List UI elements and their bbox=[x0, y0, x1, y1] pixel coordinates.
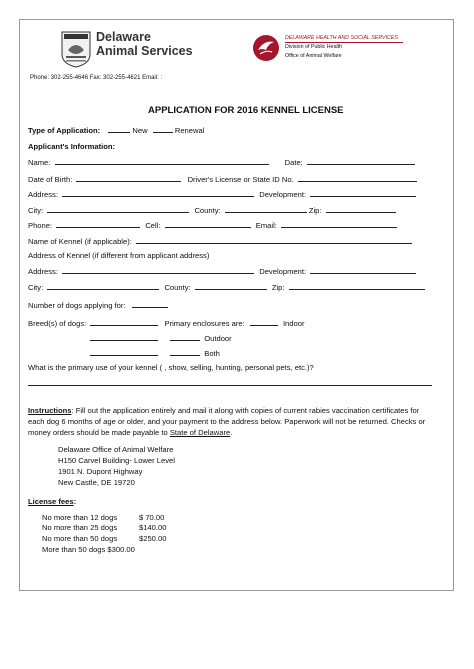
kennel-city-field[interactable] bbox=[47, 282, 159, 290]
breed-field-3[interactable] bbox=[90, 348, 158, 356]
development-field[interactable] bbox=[310, 189, 416, 197]
kennel-city-row bbox=[28, 282, 425, 292]
kennel-name-field[interactable] bbox=[136, 236, 412, 244]
email-field[interactable] bbox=[281, 220, 397, 228]
dogs-count-row bbox=[28, 300, 168, 310]
mail-address-line1: Delaware Office of Animal Welfare bbox=[58, 445, 174, 454]
type-of-application-row bbox=[28, 125, 204, 135]
phone-label: Phone: bbox=[28, 221, 53, 230]
renewal-checkbox-line[interactable] bbox=[153, 125, 173, 133]
fees-heading-colon: : bbox=[73, 497, 77, 506]
instructions-label: Instructions bbox=[28, 406, 72, 415]
fee-row-2-amount: $140.00 bbox=[139, 523, 167, 532]
dhss-office: Office of Animal Welfare bbox=[285, 53, 342, 59]
instructions-line2: each dog 6 months of age or older, and your payment to the address below. Paperwork will not be returned. Checks or bbox=[28, 417, 426, 426]
name-label: Name: bbox=[28, 158, 51, 167]
kennel-city-label: City: bbox=[28, 283, 44, 292]
kennel-zip-field[interactable] bbox=[289, 282, 425, 290]
form-title: APPLICATION FOR 2016 KENNEL LICENSE bbox=[148, 105, 344, 116]
development-label: Development: bbox=[259, 190, 307, 199]
fee-row-3-amount: $250.00 bbox=[139, 534, 167, 543]
kennel-development-label: Development: bbox=[259, 267, 307, 276]
license-label: Driver's License or State ID No. bbox=[187, 175, 294, 184]
fee-row-3-label: No more than 50 dogs bbox=[42, 534, 118, 543]
phone-field[interactable] bbox=[56, 220, 140, 228]
contact-info: Phone: 302-255-4646 Fax: 302-255-4621 Email: : bbox=[30, 75, 163, 81]
kennel-address-heading: Address of Kennel (if different from applicant address) bbox=[28, 251, 210, 260]
org-name-line1: Delaware bbox=[96, 30, 151, 44]
email-label: Email: bbox=[255, 221, 277, 230]
dogs-count-label: Number of dogs applying for: bbox=[28, 301, 126, 310]
breed-field-2[interactable] bbox=[90, 333, 158, 341]
enclosures-label: Primary enclosures are: bbox=[164, 319, 245, 328]
type-label: Type of Application: bbox=[28, 126, 101, 135]
outdoor-label: Outdoor bbox=[204, 334, 232, 343]
address-label: Address: bbox=[28, 190, 58, 199]
zip-label: Zip: bbox=[308, 206, 322, 215]
fee-row-1-amount: $ 70.00 bbox=[139, 513, 165, 522]
city-label: City: bbox=[28, 206, 44, 215]
city-field[interactable] bbox=[47, 205, 189, 213]
instructions-text-3: money orders should be made payable to bbox=[28, 428, 170, 437]
kennel-county-label: County: bbox=[164, 283, 191, 292]
dhss-division: Division of Public Health bbox=[285, 44, 343, 50]
instructions-line1 bbox=[28, 406, 419, 415]
cell-label: Cell: bbox=[145, 221, 161, 230]
dob-row bbox=[28, 174, 417, 184]
breeds-label: Breed(s) of dogs: bbox=[28, 319, 87, 328]
new-checkbox-line[interactable] bbox=[108, 125, 130, 133]
address-row bbox=[28, 189, 416, 199]
kennel-name-row bbox=[28, 236, 412, 246]
county-field[interactable] bbox=[225, 205, 307, 213]
breed-field-1[interactable] bbox=[90, 318, 158, 326]
instructions-period: . bbox=[230, 428, 233, 437]
breeds-row bbox=[28, 318, 304, 328]
fee-row-1-label: No more than 12 dogs bbox=[42, 513, 118, 522]
primary-use-question: What is the primary use of your kennel ( , show, selling, hunting, personal pets, etc.)? bbox=[28, 363, 314, 372]
address-field[interactable] bbox=[62, 189, 254, 197]
kennel-address-field[interactable] bbox=[62, 266, 254, 274]
dob-field[interactable] bbox=[76, 174, 181, 182]
both-row bbox=[90, 348, 220, 358]
name-field[interactable] bbox=[55, 157, 269, 165]
both-field[interactable] bbox=[170, 348, 200, 356]
mail-address-line2: H150 Carvel Building- Lower Level bbox=[58, 456, 175, 465]
kennel-name-label: Name of Kennel (if applicable): bbox=[28, 237, 132, 246]
date-field[interactable] bbox=[307, 157, 415, 165]
dhss-title: DELAWARE HEALTH AND SOCIAL SERVICES bbox=[285, 35, 398, 41]
date-label: Date: bbox=[284, 158, 303, 167]
instructions-line3 bbox=[28, 428, 232, 437]
kennel-address-label: Address: bbox=[28, 267, 58, 276]
indoor-field[interactable] bbox=[250, 318, 278, 326]
mail-address-line4: New Castle, DE 19720 bbox=[58, 478, 135, 487]
org-name-line2: Animal Services bbox=[96, 44, 193, 58]
outdoor-row bbox=[90, 333, 232, 343]
dhss-logo bbox=[252, 34, 280, 62]
indoor-label: Indoor bbox=[282, 319, 305, 328]
both-label: Both bbox=[204, 349, 220, 358]
phone-row bbox=[28, 220, 397, 230]
primary-use-field[interactable] bbox=[28, 385, 432, 386]
fee-row-4: More than 50 dogs $300.00 bbox=[42, 545, 135, 554]
license-field[interactable] bbox=[298, 174, 417, 182]
fees-heading: License fees bbox=[28, 497, 74, 506]
dob-label: Date of Birth: bbox=[28, 175, 73, 184]
state-seal-logo bbox=[60, 30, 92, 68]
name-row bbox=[28, 157, 415, 167]
kennel-county-field[interactable] bbox=[195, 282, 267, 290]
instructions-text-1: : Fill out the application entirely and mail it along with copies of current rabies vaccination certificates for bbox=[71, 406, 420, 415]
type-renewal-label: Renewal bbox=[174, 126, 205, 135]
outdoor-field[interactable] bbox=[170, 333, 200, 341]
kennel-address-row bbox=[28, 266, 416, 276]
type-new-label: New bbox=[132, 126, 148, 135]
mail-address-line3: 1901 N. Dupont Highway bbox=[58, 467, 143, 476]
zip-field[interactable] bbox=[326, 205, 396, 213]
payable-to: State of Delaware bbox=[169, 428, 231, 437]
city-row bbox=[28, 205, 396, 215]
dogs-count-field[interactable] bbox=[132, 300, 168, 308]
fee-row-2-label: No more than 25 dogs bbox=[42, 523, 118, 532]
fees-heading-row bbox=[28, 497, 76, 506]
cell-field[interactable] bbox=[165, 220, 251, 228]
dhss-divider bbox=[285, 42, 403, 43]
kennel-development-field[interactable] bbox=[310, 266, 416, 274]
applicant-heading: Applicant's Information: bbox=[28, 142, 116, 151]
county-label: County: bbox=[194, 206, 221, 215]
kennel-zip-label: Zip: bbox=[271, 283, 285, 292]
